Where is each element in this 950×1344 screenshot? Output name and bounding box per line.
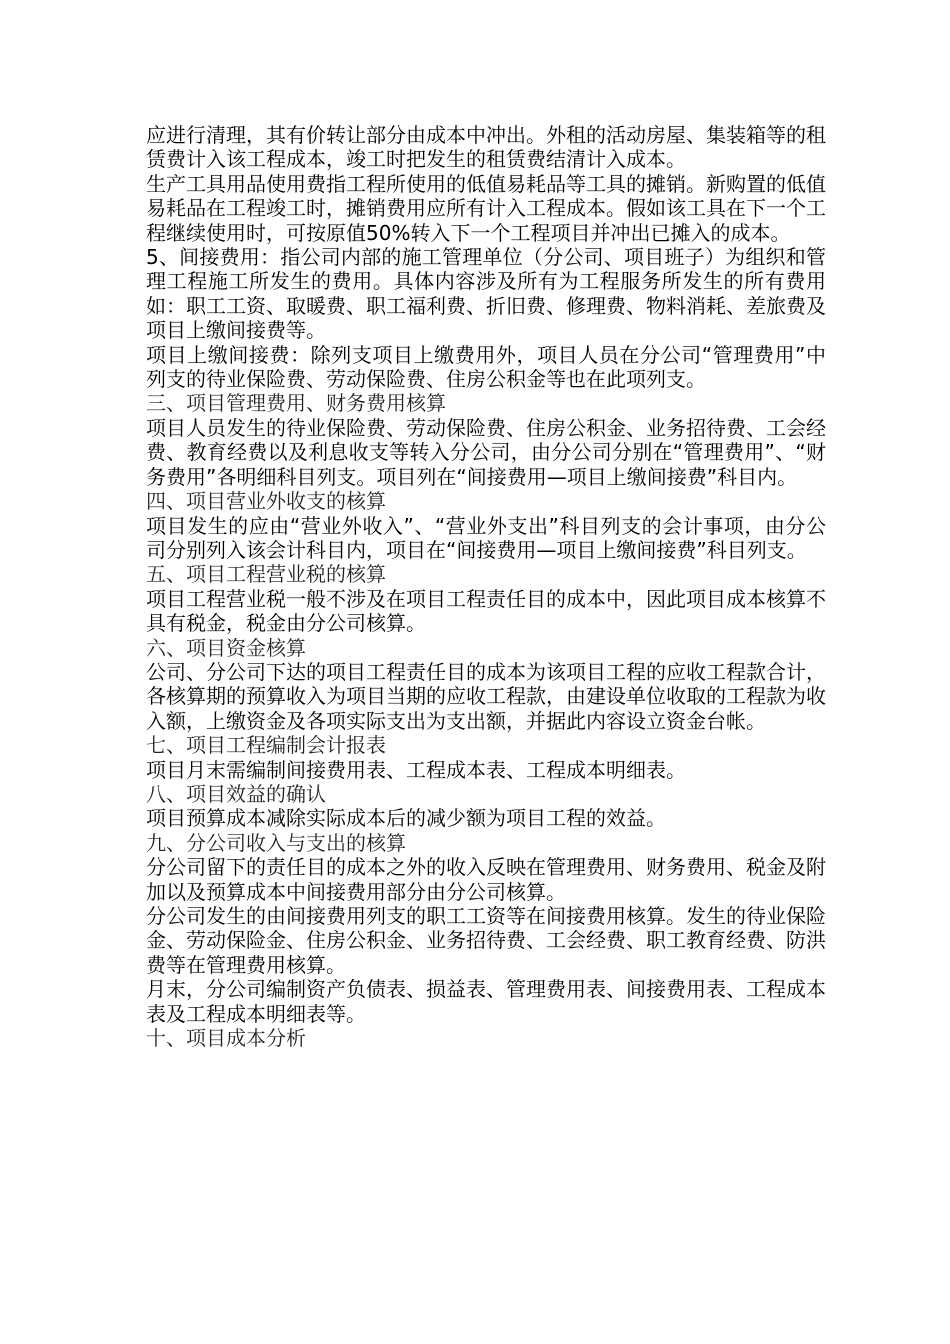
paragraph-indirect-fee-remittance: 项目上缴间接费：除列支项目上缴费用外，项目人员在分公司“管理费用”中列支的待业保险费、劳动保险费、住房公积金等也在此项列支。 <box>146 342 826 392</box>
paragraph-rental-cost: 应进行清理，其有价转让部分由成本中冲出。外租的活动房屋、集装箱等的租赁费计入该工程成本，竣工时把发生的租赁费结清计入成本。 <box>146 123 826 172</box>
paragraph-section-9-expense: 分公司发生的由间接费用列支的职工工资等在间接费用核算。发生的待业保险金、劳动保险金、住房公积金、业务招待费、工会经费、职工教育经费、防洪费等在管理费用核算。 <box>146 904 826 977</box>
section-heading-4: 四、项目营业外收支的核算 <box>146 489 386 514</box>
paragraph-section-3: 项目人员发生的待业保险费、劳动保险费、住房公积金、业务招待费、工会经费、教育经费以及利息收支等转入分公司，由分公司分别在“管理费用”、“财务费用”各明细科目列支。项目列在“间接费用—项目上缴间接费”科目内。 <box>146 415 826 489</box>
section-heading-10: 十、项目成本分析 <box>146 1026 306 1051</box>
paragraph-indirect-cost: 5、间接费用：指公司内部的施工管理单位（分公司、项目班子）为组织和管理工程施工所发生的费用。具体内容涉及所有为工程服务所发生的所有费用如：职工工资、取暖费、职工福利费、折旧费、修理费、物料消耗、差旅费及项目上缴间接费等。 <box>146 245 826 343</box>
paragraph-section-8: 项目预算成本减除实际成本后的减少额为项目工程的效益。 <box>146 806 666 831</box>
paragraph-section-9-income: 分公司留下的责任目的成本之外的收入反映在管理费用、财务费用、税金及附加以及预算成本中间接费用部分由分公司核算。 <box>146 855 826 904</box>
paragraph-section-4: 项目发生的应由“营业外收入”、“营业外支出”科目列支的会计事项，由分公司分别列入该会计科目内，项目在“间接费用—项目上缴间接费”科目列支。 <box>146 513 826 562</box>
section-heading-5: 五、项目工程营业税的核算 <box>146 562 386 587</box>
document-body <box>146 123 826 1050</box>
paragraph-section-9-reports: 月末，分公司编制资产负债表、损益表、管理费用表、间接费用表、工程成本表及工程成本明细表等。 <box>146 977 826 1026</box>
paragraph-section-7: 项目月末需编制间接费用表、工程成本表、工程成本明细表。 <box>146 757 686 782</box>
section-heading-3: 三、项目管理费用、财务费用核算 <box>146 391 446 416</box>
section-heading-9: 九、分公司收入与支出的核算 <box>146 830 406 855</box>
paragraph-tool-usage-fee: 生产工具用品使用费指工程所使用的低值易耗品等工具的摊销。新购置的低值易耗品在工程竣工时，摊销费用应所有计入工程成本。假如该工具在下一个工程继续使用时，可按原值50%转入下一个工程项目并冲出已摊入的成本。 <box>146 171 826 245</box>
paragraph-section-6: 公司、分公司下达的项目工程责任目的成本为该项目工程的应收工程款合计，各核算期的预算收入为项目当期的应收工程款，由建设单位收取的工程款为收入额，上缴资金及各项实际支出为支出额，并据此内容设立资金台帐。 <box>146 659 826 733</box>
section-heading-6: 六、项目资金核算 <box>146 635 306 660</box>
paragraph-section-5: 项目工程营业税一般不涉及在项目工程责任目的成本中，因此项目成本核算不具有税金，税金由分公司核算。 <box>146 586 826 636</box>
section-heading-7: 七、项目工程编制会计报表 <box>146 733 386 758</box>
section-heading-8: 八、项目效益的确认 <box>146 781 326 806</box>
